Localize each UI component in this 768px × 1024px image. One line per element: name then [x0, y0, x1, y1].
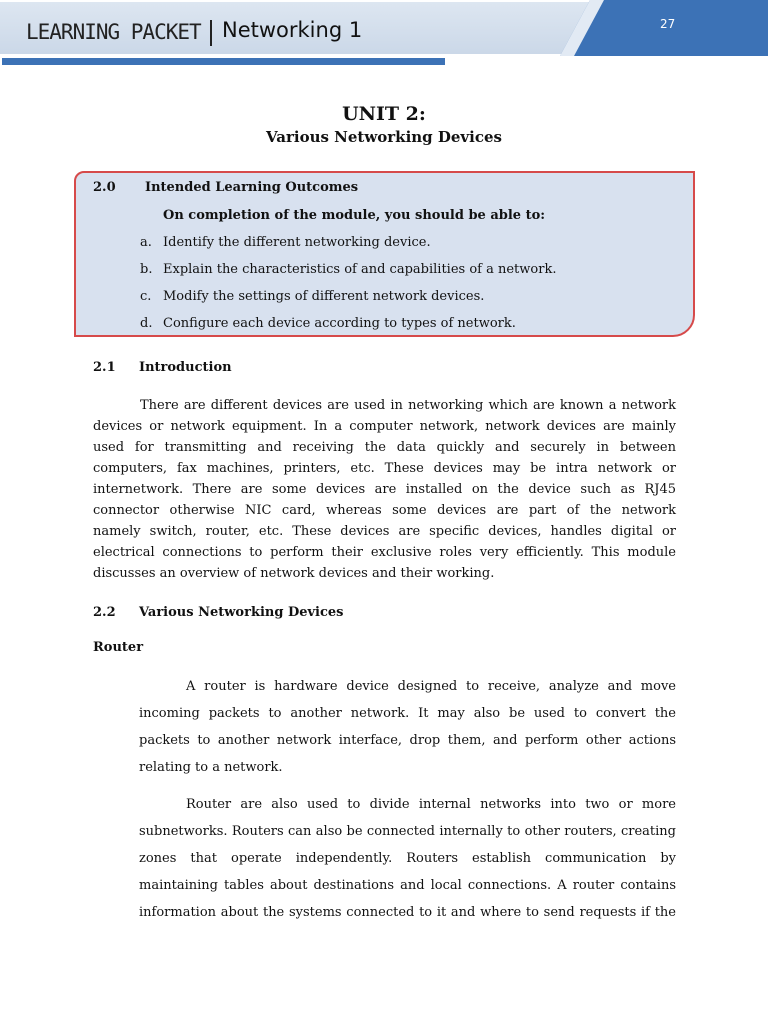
outcome-letter: a.: [140, 235, 152, 250]
paragraph-line: relating to a network.: [139, 760, 283, 775]
router-paragraph-2: [139, 791, 676, 926]
paragraph-line: discusses an overview of network devices and their working.: [93, 566, 495, 581]
paragraph-line: incoming packets to another network. It may also be used to convert the: [139, 706, 676, 721]
paragraph-line: There are different devices are used in networking which are known a network: [140, 398, 676, 413]
outcome-item: [140, 235, 431, 250]
paragraph-line: internetwork. There are some devices are installed on the device such as RJ45: [93, 482, 676, 497]
outcome-text: Identify the different networking device.: [163, 235, 431, 250]
outcome-item: [140, 289, 484, 304]
section-number-devices: 2.2: [93, 605, 116, 620]
header-brand: LEARNING PACKET: [26, 20, 201, 44]
paragraph-line: devices or network equipment. In a computer network, network devices are mainly: [93, 419, 676, 434]
paragraph-line: Router are also used to divide internal networks into two or more: [186, 797, 676, 812]
outcomes-number: 2.0: [93, 180, 116, 195]
unit-subtitle: Various Networking Devices: [266, 128, 502, 146]
introduction-paragraph: [93, 395, 676, 584]
outcome-text: Modify the settings of different network devices.: [163, 289, 485, 304]
outcomes-heading: Intended Learning Outcomes: [145, 180, 359, 195]
paragraph-line: connector otherwise NIC card, whereas some devices are part of the network: [93, 503, 676, 518]
outcome-text: Configure each device according to types of network.: [163, 316, 516, 331]
subsection-title-router: Router: [93, 640, 144, 655]
outcome-letter: b.: [140, 262, 153, 277]
section-title-devices: Various Networking Devices: [139, 605, 344, 620]
paragraph-line: zones that operate independently. Routers establish communication by: [139, 851, 676, 866]
learning-outcomes-box: [74, 171, 695, 337]
paragraph-line: used for transmitting and receiving the data quickly and securely in between: [93, 440, 676, 455]
outcome-item: [140, 262, 556, 277]
paragraph-line: A router is hardware device designed to receive, analyze and move: [186, 679, 676, 694]
header-separator: [210, 20, 212, 46]
section-number-introduction: 2.1: [93, 360, 116, 375]
page-header: [0, 0, 768, 68]
paragraph-line: maintaining tables about destinations and local connections. A router contains: [139, 878, 676, 893]
page-number: 27: [660, 17, 676, 31]
outcome-letter: d.: [140, 316, 153, 331]
paragraph-line: subnetworks. Routers can also be connected internally to other routers, creating: [139, 824, 676, 839]
paragraph-line: information about the systems connected to it and where to send requests if the: [139, 905, 676, 920]
unit-title: UNIT 2:: [342, 103, 426, 125]
paragraph-line: packets to another network interface, drop them, and perform other actions: [139, 733, 676, 748]
header-underline: [2, 58, 445, 65]
paragraph-line: namely switch, router, etc. These devices are specific devices, handles digital or: [93, 524, 676, 539]
section-title-introduction: Introduction: [139, 360, 232, 375]
outcome-item: [140, 316, 516, 331]
paragraph-line: electrical connections to perform their exclusive roles very efficiently. This module: [93, 545, 676, 560]
outcomes-intro: On completion of the module, you should be able to:: [163, 208, 546, 223]
outcome-text: Explain the characteristics of and capabilities of a network.: [163, 262, 557, 277]
header-course-title: Networking 1: [222, 18, 363, 42]
router-paragraph-1: [139, 673, 676, 781]
outcome-letter: c.: [140, 289, 152, 304]
paragraph-line: computers, fax machines, printers, etc. These devices may be intra network or: [93, 461, 676, 476]
